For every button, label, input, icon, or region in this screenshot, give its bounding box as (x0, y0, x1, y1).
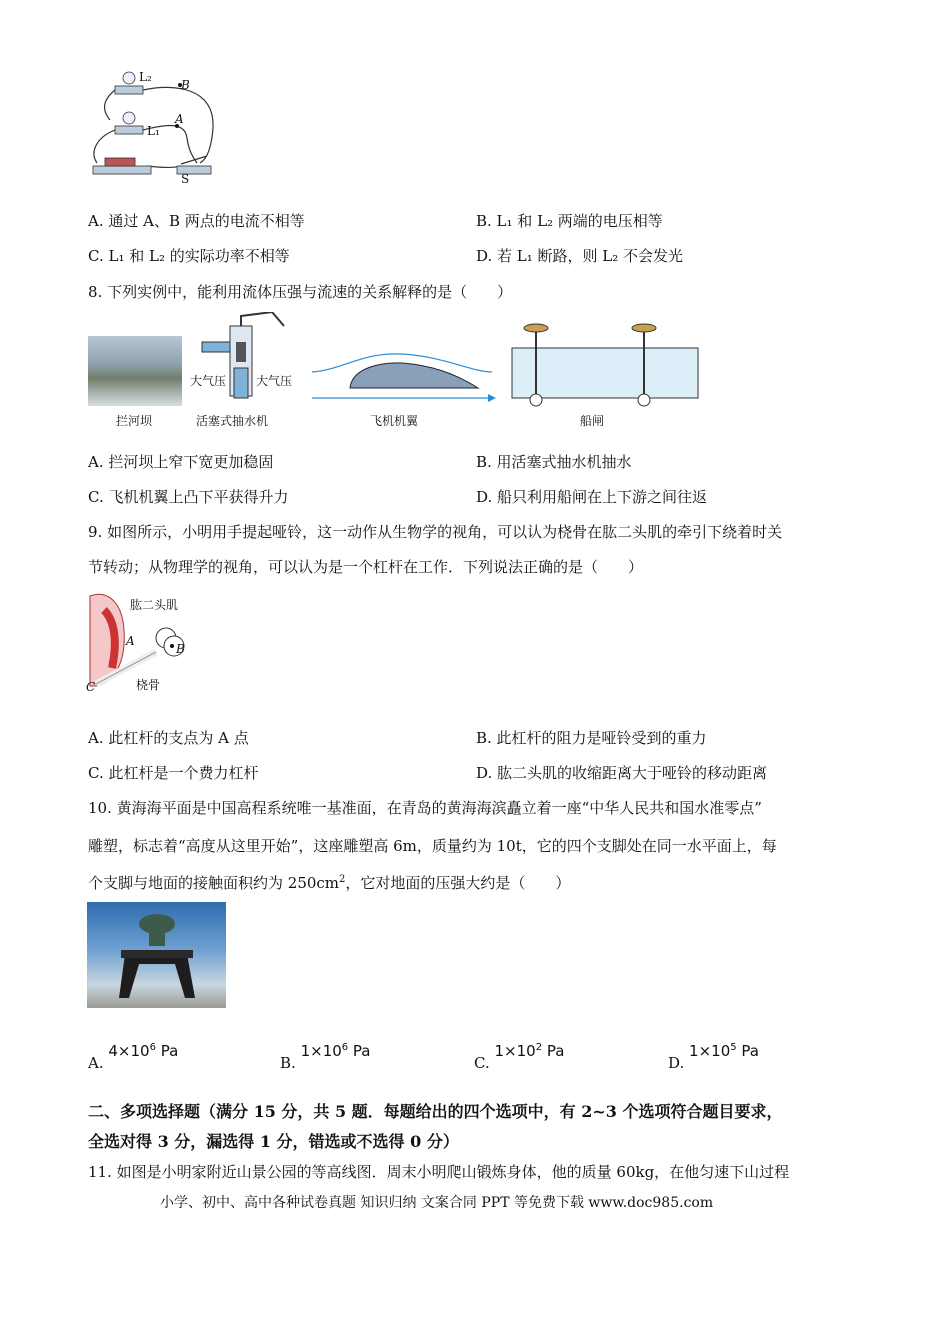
q9-option-c[interactable]: C. 此杠杆是一个费力杠杆 (88, 764, 259, 782)
q10-b-coef: 1×10 (300, 1042, 342, 1060)
q10-d-label: D. (668, 1054, 685, 1072)
q9-option-d[interactable]: D. 肱二头肌的收缩距离大于哑铃的移动距离 (476, 764, 768, 782)
q8-option-a[interactable]: A. 拦河坝上窄下宽更加稳固 (88, 453, 274, 471)
q10-a-unit: Pa (155, 1042, 179, 1060)
circuit-figure (85, 68, 225, 188)
q9-option-a[interactable]: A. 此杠杆的支点为 A 点 (88, 729, 249, 747)
q10-stem-line1: 10. 黄海海平面是中国高程系统唯一基准面，在青岛的黄海海滨矗立着一座“中华人民共和国水准零点” (88, 799, 762, 817)
label-s: S (181, 172, 190, 186)
caption-lock: 船闸 (580, 414, 605, 428)
label-l2: L₂ (139, 70, 152, 84)
section2-heading-line2: 全选对得 3 分，漏选得 1 分，错选或不选得 0 分） (88, 1132, 459, 1151)
dam-photo (88, 336, 182, 406)
q10-a-label: A. (88, 1054, 104, 1072)
q10-d-coef: 1×10 (689, 1042, 731, 1060)
label-l1: L₁ (147, 124, 160, 138)
q10-option-d[interactable] (668, 1042, 759, 1072)
q8-option-c[interactable]: C. 飞机机翼上凸下平获得升力 (88, 488, 289, 506)
q11-stem: 11. 如图是小明家附近山景公园的等高线图．周末小明爬山锻炼身体，他的质量 60kg，在他匀速下山过程 (88, 1163, 790, 1181)
q8-stem: 8. 下列实例中，能利用流体压强与流速的关系解释的是（ ） (88, 283, 513, 301)
q10-stem-line2: 雕塑，标志着“高度从这里开始”，这座雕塑高 6m，质量约为 10t，它的四个支脚处在同一水平面上，每 (88, 837, 777, 855)
label-a: A (175, 112, 184, 126)
q10-a-exp: 6 (149, 1042, 156, 1053)
q10-c-label: C. (474, 1054, 490, 1072)
label-b: B (176, 642, 185, 656)
q8-option-d[interactable]: D. 船只利用船闸在上下游之间往返 (476, 488, 708, 506)
label-b: B (181, 78, 190, 92)
q10-b-unit: Pa (348, 1042, 371, 1060)
q10-b-label: B. (280, 1054, 296, 1072)
section2-heading-line1: 二、多项选择题（满分 15 分，共 5 题．每题给出的四个选项中，有 2~3 个选项符合题目要求， (88, 1102, 783, 1121)
q10-stem-line3-a: 个支脚与地面的接触面积约为 250cm (88, 874, 340, 892)
q9-stem-line2: 节转动；从物理学的视角，可以认为是一个杠杆在工作．下列说法正确的是（ ） (88, 558, 644, 576)
arm-figure (86, 590, 196, 694)
q10-option-c[interactable] (474, 1042, 565, 1072)
sculpture-drawing (87, 902, 226, 1008)
q10-d-exp: 5 (730, 1042, 737, 1053)
page-footer: 小学、初中、高中各种试卷真题 知识归纳 文案合同 PPT 等免费下载 www.doc985.com (160, 1195, 714, 1211)
q10-c-exp: 2 (535, 1042, 543, 1053)
wing-diagram (302, 342, 502, 412)
sculpture-photo (87, 902, 226, 1008)
q7-option-c[interactable]: C. L₁ 和 L₂ 的实际功率不相等 (88, 247, 290, 265)
q9-option-b[interactable]: B. 此杠杆的阻力是哑铃受到的重力 (476, 729, 707, 747)
label-c: C (86, 680, 96, 694)
label-a: A (126, 634, 135, 648)
q10-c-coef: 1×10 (494, 1042, 536, 1060)
q8-figures (88, 312, 728, 432)
q10-stem-line3-b: ，它对地面的压强大约是（ ） (345, 874, 571, 892)
caption-wing: 飞机机翼 (370, 414, 419, 428)
q10-b-exp: 6 (341, 1042, 349, 1053)
q7-option-a[interactable]: A. 通过 A、B 两点的电流不相等 (88, 212, 305, 230)
q7-option-d[interactable]: D. 若 L₁ 断路，则 L₂ 不会发光 (476, 247, 684, 265)
caption-dam: 拦河坝 (116, 414, 153, 428)
q10-d-unit: Pa (736, 1042, 759, 1060)
q9-stem-line1: 9. 如图所示，小明用手提起哑铃，这一动作从生物学的视角，可以认为桡骨在肱二头肌的牵引下绕着时关 (88, 523, 783, 541)
caption-atm1: 大气压 (190, 374, 227, 388)
q10-option-b[interactable] (280, 1042, 371, 1072)
q10-stem-line3 (88, 872, 570, 893)
q8-option-b[interactable]: B. 用活塞式抽水机抽水 (476, 453, 632, 471)
label-bone: 桡骨 (136, 678, 161, 692)
q10-option-a[interactable] (88, 1042, 179, 1072)
pump-diagram (192, 312, 292, 408)
q10-stem-sup: 2 (339, 874, 346, 885)
q10-c-unit: Pa (542, 1042, 565, 1060)
caption-atm2: 大气压 (256, 374, 293, 388)
lock-diagram (508, 318, 704, 408)
label-muscle: 肱二头肌 (130, 598, 179, 612)
q7-option-b[interactable]: B. L₁ 和 L₂ 两端的电压相等 (476, 212, 663, 230)
q10-a-coef: 4×10 (108, 1042, 150, 1060)
caption-pump: 活塞式抽水机 (196, 414, 269, 428)
